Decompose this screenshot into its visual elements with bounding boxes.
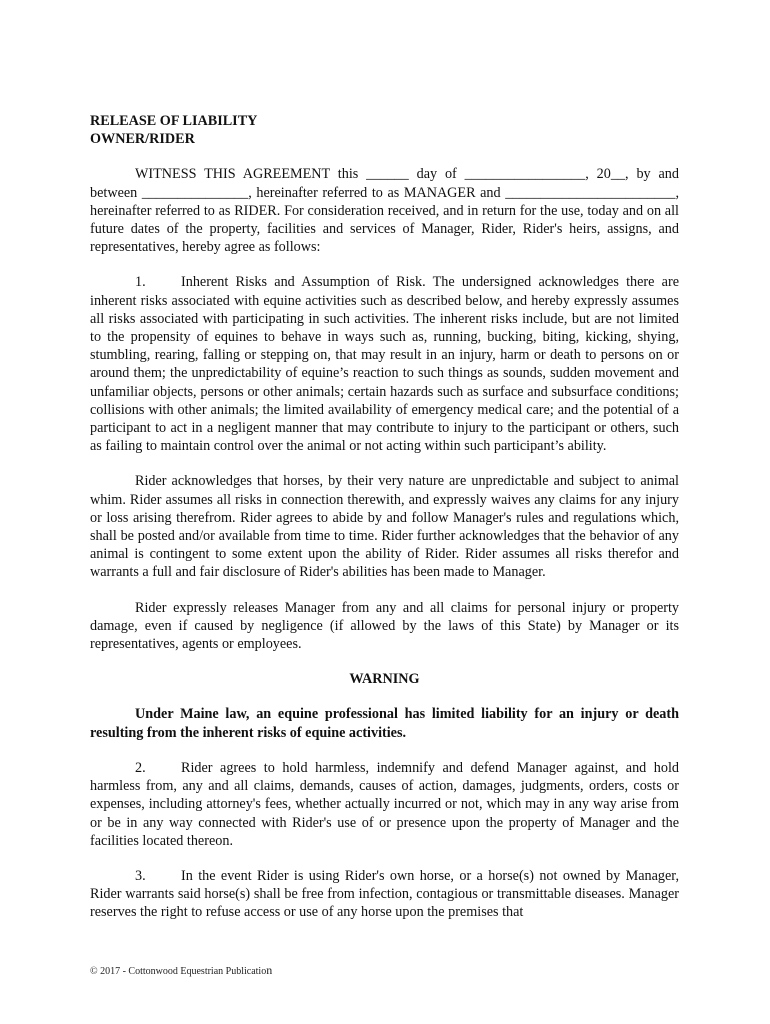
document-page [90, 112, 679, 939]
paragraph-1-number: 1. [135, 274, 146, 291]
paragraph-1-text: Inherent Risks and Assumption of Risk. The undersigned acknowledges there are inherent risks associated with equine activities such as described below, and hereby expressly assumes all risks associated with participating in such activities. The inherent risks include, but are not limited to the propensity of equines to behave in ways such as, running, bucking, biting, kicking, shying, stumbling, rearing, falling or stepping on, that may result in an injury, harm or death to persons on or around them; the unpredictability of equine’s reaction to such things as sounds, sudden movement and unfamiliar objects, persons or other animals; certain hazards such as surface and subsurface conditions; collisions with other animals; the limited availability of emergency medical care; and the potential of a participant to act in a negligent manner that may contribute to injury to the participant or others, such as failing to maintain control over the animal or not acting within such participant’s ability. [90, 274, 679, 455]
warning-text: Under Maine law, an equine professional has limited liability for an injury or death resulting from the inherent risks of equine activities. [90, 706, 679, 741]
paragraph-3-number: 3. [135, 867, 146, 884]
paragraph-2-text: Rider agrees to hold harmless, indemnify and defend Manager against, and hold harmless from, any and all claims, demands, causes of action, damages, judgments, orders, costs or expenses, including attorney's fees, whether actually incurred or not, which may in any way arise from or be in any way connected with Rider's use of or presence upon the property of Manager and the facilities located thereon. [90, 759, 679, 849]
footer-copyright [90, 964, 272, 978]
rider-acknowledges-paragraph: Rider acknowledges that horses, by their very nature are unpredictable and subject to animal whim. Rider assumes all risks in connection therewith, and expressly waives any claims for any injury or loss arising therefrom. Rider agrees to abide by and follow Manager's rules and regulations which, shall be posted and/or available from time to time. Rider further acknowledges that the behavior of any animal is contingent to some extent upon the ability of Rider. Rider assumes all risks therefor and warrants a full and fair disclosure of Rider's abilities has been made to Manager. [90, 473, 679, 581]
document-title: RELEASE OF LIABILITY [90, 113, 258, 129]
warning-heading: WARNING [349, 671, 420, 688]
paragraph-2 [90, 759, 679, 850]
paragraph-3 [90, 867, 679, 922]
paragraph-1 [90, 273, 679, 455]
release-paragraph: Rider expressly releases Manager from any and all claims for personal injury or property damage, even if caused by negligence (if allowed by the laws of this State) by Manager or its representatives, agents or employees. [90, 599, 679, 653]
paragraph-3-text: In the event Rider is using Rider's own horse, or a horse(s) not owned by Manager, Rider warrants said horse(s) shall be free from infection, contagious or transmittable diseases. Manager reserves the right to refuse access or use of any horse upon the premises that [90, 867, 679, 921]
intro-paragraph: WITNESS THIS AGREEMENT this ______ day of _________________, 20__, by and between _______________, hereinafter referred to as MANAGER and ________________________, hereinafter referred to as RIDER. For consideration received, and in return for the use, today and on all future dates of the property, facilities and services of Manager, Rider, Rider's heirs, assigns, and representatives, hereby agree as follows: [90, 166, 679, 256]
document-subtitle: OWNER/RIDER [90, 131, 195, 148]
title-block [90, 112, 679, 148]
footer-text: © 2017 - Cottonwood Equestrian Publicatio [90, 966, 267, 977]
footer-last-letter: n [266, 963, 273, 977]
paragraph-2-number: 2. [135, 759, 146, 776]
